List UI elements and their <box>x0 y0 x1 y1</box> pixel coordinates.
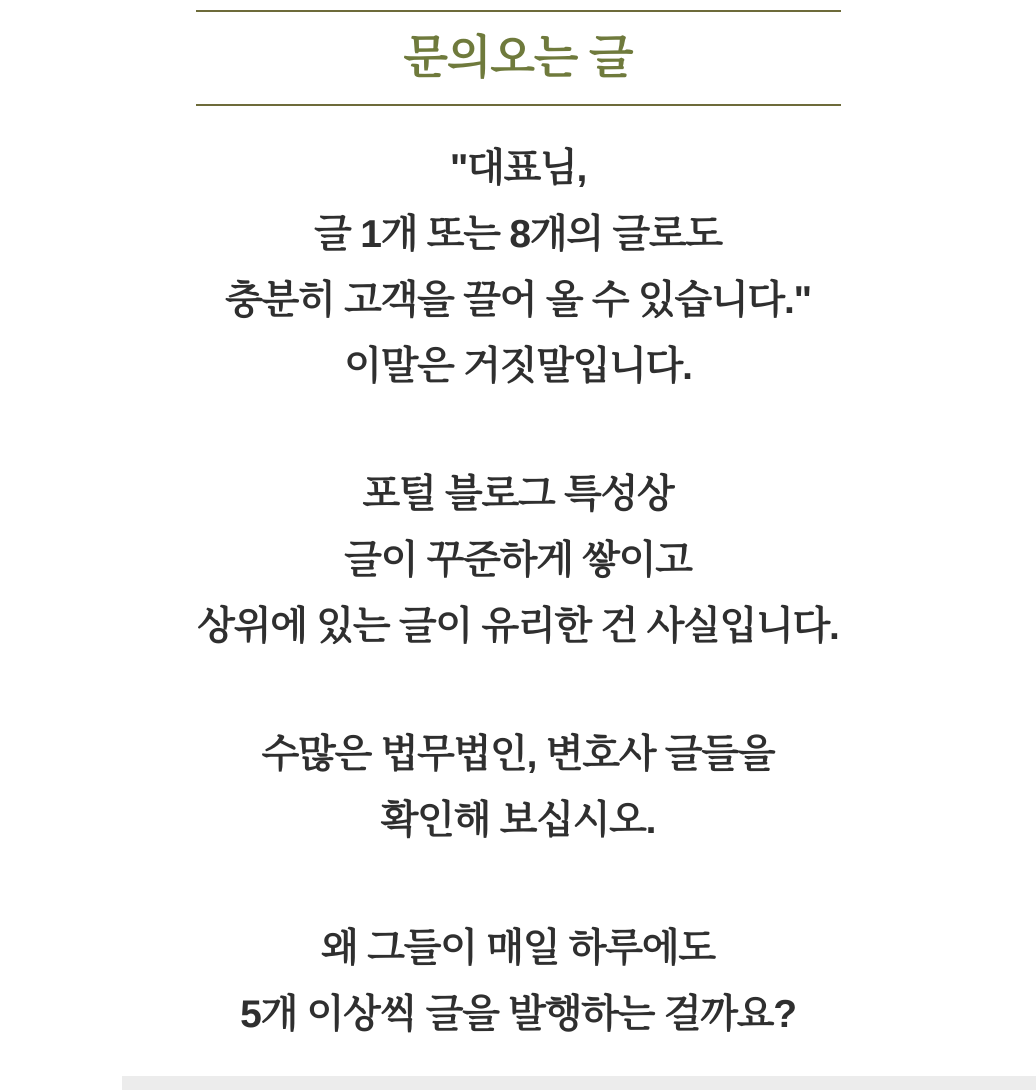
paragraph-3 <box>0 722 1036 854</box>
paragraph-line: 수많은 법무법인, 변호사 글들을 <box>261 733 775 776</box>
paragraph-line: 상위에 있는 글이 유리한 건 사실입니다. <box>197 605 839 648</box>
paragraph-2 <box>0 462 1036 660</box>
paragraph-line: 5개 이상씩 글을 발행하는 걸까요? <box>240 993 796 1036</box>
paragraph-line: 충분히 고객을 끌어 올 수 있습니다." <box>225 279 811 322</box>
paragraph-line: 글 1개 또는 8개의 글로도 <box>314 213 722 256</box>
body-content <box>0 136 1036 1048</box>
paragraph-line: "대표님, <box>449 147 587 190</box>
bottom-strip <box>0 1076 1036 1090</box>
paragraph-line: 글이 꾸준하게 쌓이고 <box>344 539 692 582</box>
title-bottom-divider <box>196 104 841 106</box>
paragraph-4 <box>0 916 1036 1048</box>
page-title: 문의오는 글 <box>403 31 633 83</box>
bottom-strip-white-segment <box>0 1076 122 1090</box>
paragraph-line: 포털 블로그 특성상 <box>362 473 674 516</box>
title-block <box>196 10 841 106</box>
paragraph-1 <box>0 136 1036 400</box>
paragraph-line: 확인해 보십시오. <box>380 799 656 842</box>
paragraph-line: 이말은 거짓말입니다. <box>344 345 692 388</box>
paragraph-line: 왜 그들이 매일 하루에도 <box>321 927 715 970</box>
